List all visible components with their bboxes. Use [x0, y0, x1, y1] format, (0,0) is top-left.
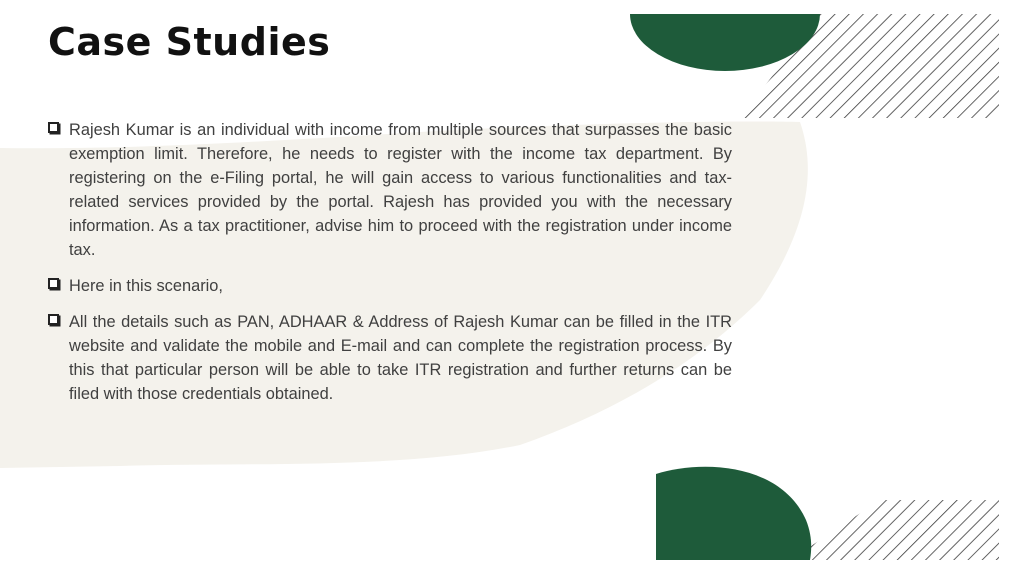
bullet-item [48, 274, 732, 298]
bullet-item [48, 310, 732, 406]
bottom-hatch-pattern [780, 500, 1000, 560]
bullet-text: All the details such as PAN, ADHAAR & Address of Rajesh Kumar can be filled in the ITR website and validate the mobile and E-mail and can complete the registration process. By this that particular person will be able to take ITR registration and further returns can be filed with those credentials obtained. [69, 313, 732, 403]
checkbox-square-icon [48, 278, 59, 289]
bullet-item [48, 118, 732, 262]
bottom-green-semicircle [656, 467, 811, 560]
bullet-text: Here in this scenario, [69, 277, 223, 295]
checkbox-square-icon [48, 314, 59, 325]
slide-title: Case Studies [48, 20, 331, 64]
checkbox-square-icon [48, 122, 59, 133]
bullet-text: Rajesh Kumar is an individual with income from multiple sources that surpasses the basic exemption limit. Therefore, he needs to register with the income tax department. By registering on the e-Filing portal, he will gain access to various functionalities and tax-related services provided by the portal. Rajesh has provided you with the necessary information. As a tax practitioner, advise him to proceed with the registration under income tax. [69, 121, 732, 259]
bullet-list [48, 118, 732, 418]
